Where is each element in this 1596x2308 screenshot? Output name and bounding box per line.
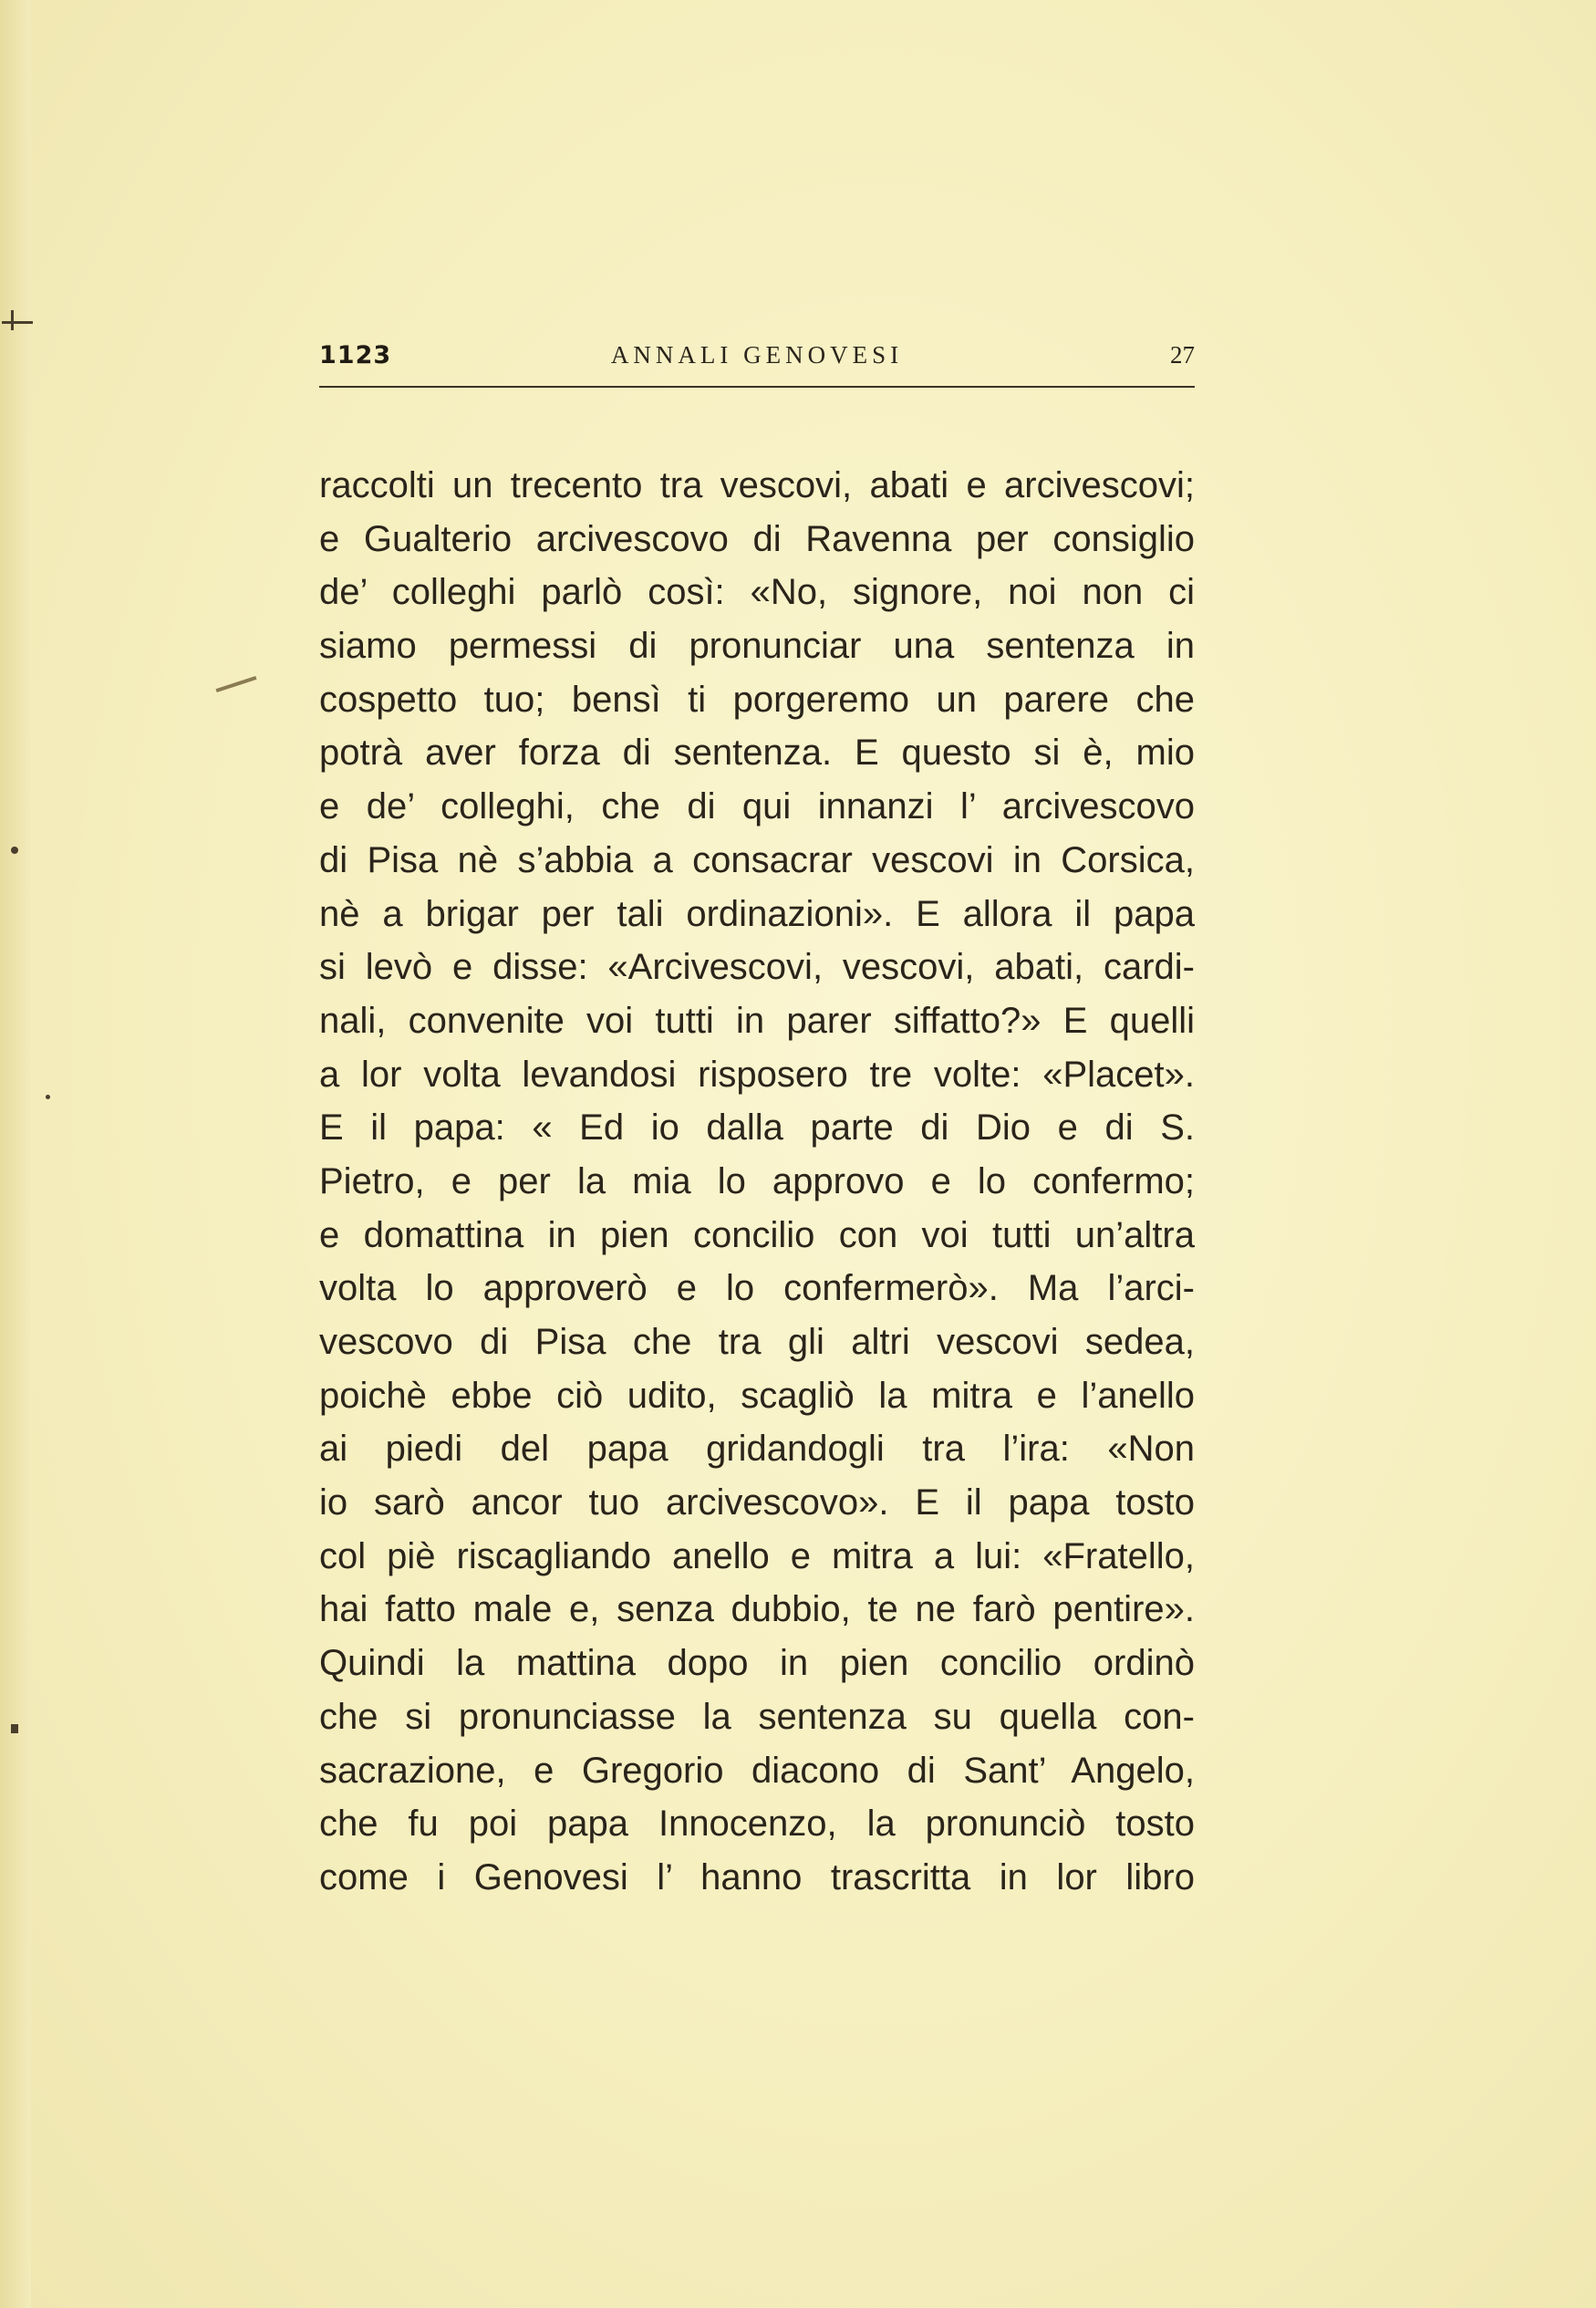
text-line: hai fatto male e, senza dubbio, te ne farò pentire». <box>319 1589 1195 1630</box>
text-line: potrà aver forza di sentenza. E questo si è, mio <box>319 733 1195 774</box>
text-line: Quindi la mattina dopo in pien concilio ordinò <box>319 1643 1195 1684</box>
text-line: Pietro, e per la mia lo approvo e lo confermo; <box>319 1160 1195 1201</box>
binding-edge <box>0 0 31 2308</box>
text-line: nali, convenite voi tutti in parer siffatto?» E quelli <box>319 1000 1195 1041</box>
text-line: vescovo di Pisa che tra gli altri vescovi sedea, <box>319 1322 1195 1362</box>
text-line: e Gualterio arcivescovo di Ravenna per consiglio <box>319 518 1195 559</box>
text-line: volta lo approverò e lo confermerò». Ma l’arci- <box>319 1268 1195 1309</box>
text-line: raccolti un trecento tra vescovi, abati e arcivescovi; <box>319 465 1195 505</box>
text-line: e de’ colleghi, che di qui innanzi l’ arcivescovo <box>319 786 1195 827</box>
text-line: io sarò ancor tuo arcivescovo». E il papa tosto <box>319 1482 1195 1523</box>
text-line: ai piedi del papa gridandogli tra l’ira: «Non <box>319 1429 1195 1470</box>
margin-mark <box>11 1724 18 1733</box>
header-year: 1123 <box>319 341 392 369</box>
text-line: sacrazione, e Gregorio diacono di Sant’ Angelo, <box>319 1750 1195 1791</box>
text-line: che si pronunciasse la sentenza su quella con- <box>319 1696 1195 1737</box>
running-title: ANNALI GENOVESI <box>610 341 904 369</box>
text-line: nè a brigar per tali ordinazioni». E allora il papa <box>319 893 1195 934</box>
text-line: de’ colleghi parlò così: «No, signore, noi non ci <box>319 572 1195 613</box>
text-line: e domattina in pien concilio con voi tutti un’altra <box>319 1214 1195 1255</box>
header-rule <box>319 386 1195 388</box>
text-line: siamo permessi di pronunciar una sentenza in <box>319 626 1195 667</box>
body-text <box>319 459 1195 1905</box>
margin-mark <box>11 310 14 330</box>
margin-mark <box>216 676 257 692</box>
margin-mark <box>46 1095 50 1099</box>
text-line: cospetto tuo; bensì ti porgeremo un parere che <box>319 679 1195 720</box>
text-line: E il papa: « Ed io dalla parte di Dio e di S. <box>319 1107 1195 1149</box>
text-line: poichè ebbe ciò udito, scagliò la mitra e l’anello <box>319 1375 1195 1416</box>
margin-mark <box>11 847 18 854</box>
text-line: come i Genovesi l’ hanno trascritta in lor libro <box>319 1856 1195 1897</box>
running-header <box>319 338 1195 374</box>
text-line: che fu poi papa Innocenzo, la pronunciò tosto <box>319 1804 1195 1845</box>
text-line: a lor volta levandosi risposero tre volte: «Placet». <box>319 1054 1195 1095</box>
margin-mark <box>2 321 33 324</box>
text-line: si levò e disse: «Arcivescovi, vescovi, abati, cardi- <box>319 947 1195 988</box>
text-line: col piè riscagliando anello e mitra a lui: «Fratello, <box>319 1535 1195 1576</box>
text-line: di Pisa nè s’abbia a consacrar vescovi in Corsica, <box>319 839 1195 880</box>
page-number: 27 <box>1170 341 1195 369</box>
